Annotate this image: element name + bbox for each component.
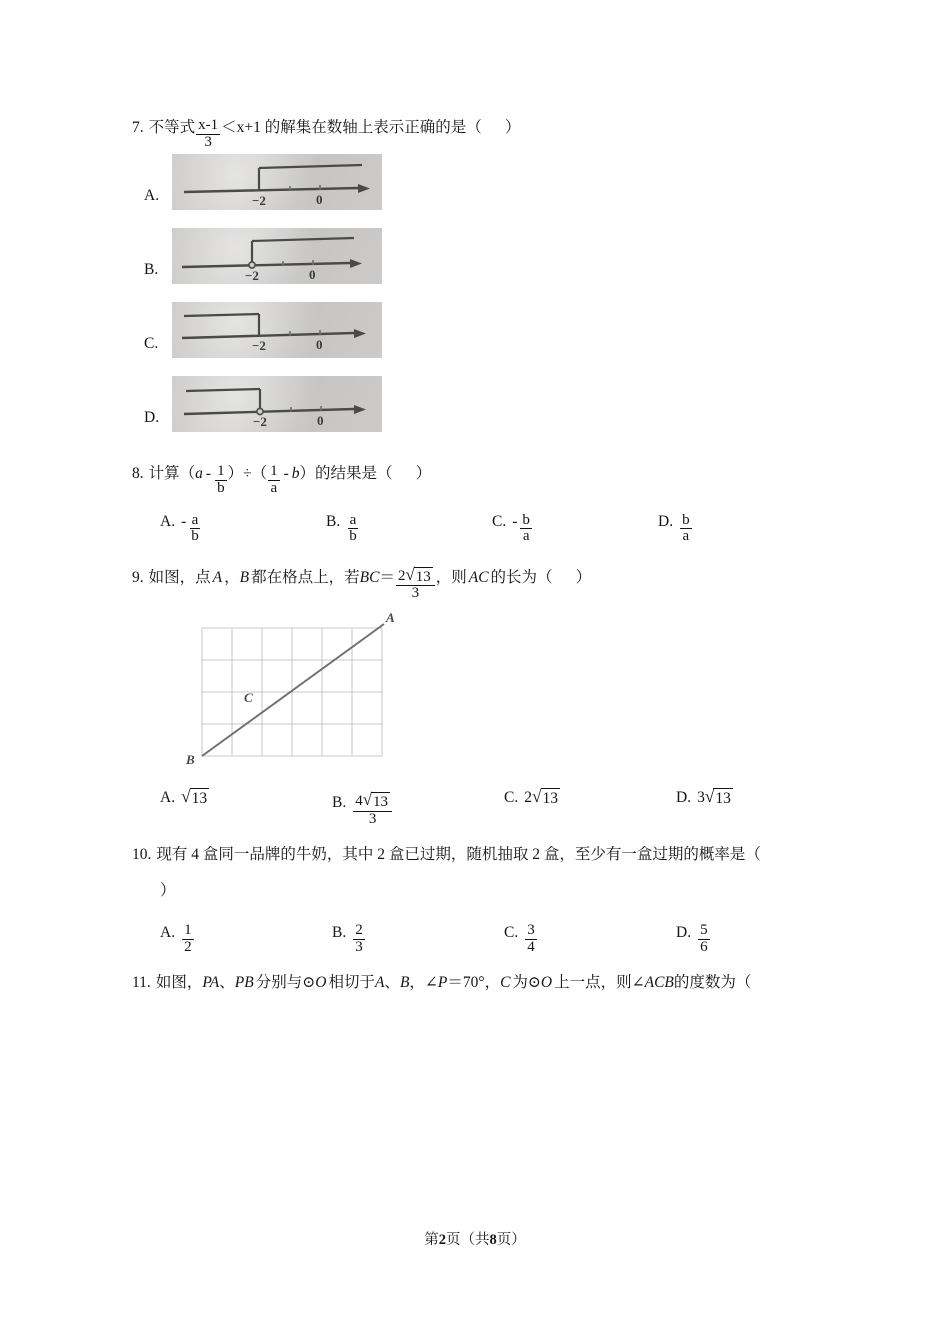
question-8-stem-p2: ）÷（ xyxy=(227,465,268,483)
question-9-figure xyxy=(172,610,832,776)
footer-middle: 页（共 xyxy=(446,1232,490,1248)
choice-label-a: A. xyxy=(160,924,176,942)
fraction-denominator: 6 xyxy=(700,938,708,955)
radical-sign: √ xyxy=(531,787,542,807)
choice-a-fraction xyxy=(182,923,194,955)
fraction-numerator: 1 xyxy=(184,922,192,939)
question-11-point-c: C xyxy=(500,974,511,992)
question-11-angle-p: P xyxy=(437,974,448,992)
question-11-stem xyxy=(132,971,832,995)
question-10-stem-line-2: ） xyxy=(160,881,176,899)
choice-c-fraction xyxy=(520,513,532,545)
question-9-stem-p2: 都在格点上，若 xyxy=(251,568,360,586)
question-8-choices xyxy=(132,506,832,544)
radical-sign: √ xyxy=(405,564,415,584)
question-10-stem-continued xyxy=(132,879,832,903)
numberline-image-d xyxy=(172,376,382,432)
footer-prefix: 第 xyxy=(424,1232,439,1248)
question-9-segment-ac: AC xyxy=(468,568,489,586)
question-9-stem-p1: 如图，点 xyxy=(148,568,211,586)
question-9-choice-d xyxy=(676,786,733,810)
radicand: 13 xyxy=(542,790,558,808)
question-10-stem xyxy=(132,843,832,867)
choice-label-a: A. xyxy=(160,788,176,806)
question-7-fraction xyxy=(196,118,220,150)
question-10-stem-line-1: 现有 4 盒同一品牌的牛奶，其中 2 盒已过期，随机抽取 2 盒，至少有一盒过期的概率是（ xyxy=(156,845,761,863)
question-8-fraction-2 xyxy=(268,464,280,496)
fraction-numerator: 5 xyxy=(700,922,708,939)
question-9-equals: ＝ xyxy=(379,568,395,586)
question-9-point-a: A xyxy=(212,568,223,586)
choice-d-fraction xyxy=(680,513,692,545)
question-9-bc-value xyxy=(396,564,435,602)
question-11-stem-p4: ，∠ xyxy=(409,974,438,992)
fraction-numerator: 2 xyxy=(355,922,363,939)
fraction-denominator: 2 xyxy=(184,938,192,955)
choice-d-fraction xyxy=(698,923,710,955)
question-8-var-a: a xyxy=(195,465,203,483)
svg-text:B: B xyxy=(186,751,195,767)
question-8-minus-1: - xyxy=(205,465,212,483)
fraction-denominator: a xyxy=(522,527,530,544)
footer-page-number: 2 xyxy=(438,1232,446,1248)
question-11-stem-p6: 为⊙ xyxy=(512,974,541,992)
question-8-choice-a xyxy=(160,506,326,544)
choice-b-fraction xyxy=(353,789,392,827)
question-8-number: 8. xyxy=(132,465,144,483)
question-11-circle-o: O xyxy=(315,974,327,992)
fraction-denominator: 3 xyxy=(204,133,212,150)
question-9-stem xyxy=(132,560,832,602)
question-8-minus-2: - xyxy=(283,465,289,483)
question-10 xyxy=(132,843,832,955)
fraction-numerator xyxy=(353,789,392,812)
fraction-denominator: b xyxy=(217,479,225,496)
question-11-stem-p7: 上一点，则∠ xyxy=(554,974,645,992)
fraction-denominator: 3 xyxy=(368,810,377,827)
radical-sign: √ xyxy=(362,789,372,809)
question-7 xyxy=(132,112,832,432)
svg-text:0: 0 xyxy=(316,192,323,208)
choice-c-sign: - xyxy=(512,513,518,531)
question-11-stem-p3: 相切于 xyxy=(328,974,375,992)
question-8-choice-b xyxy=(326,506,492,544)
question-9-stem-p3: 的长为（ ） xyxy=(490,568,592,586)
svg-text:A: A xyxy=(386,609,395,625)
numberline-image-a xyxy=(172,154,382,210)
question-9-choices xyxy=(132,786,832,827)
radicand: 13 xyxy=(715,790,731,808)
question-7-choice-b xyxy=(132,228,832,284)
question-8-stem-p3: ）的结果是（ ） xyxy=(299,465,432,483)
question-11-line-pb: PB xyxy=(234,974,254,992)
fraction-numerator: 1 xyxy=(217,463,225,480)
choice-label-a: A. xyxy=(144,187,160,205)
question-10-choice-c xyxy=(504,917,676,955)
choice-b-fraction xyxy=(353,923,365,955)
radicand: 13 xyxy=(415,568,431,585)
question-11-number: 11. xyxy=(132,974,151,992)
choice-label-b: B. xyxy=(326,513,341,531)
question-11-dot-2: 、 xyxy=(384,974,400,992)
choice-label-b: B. xyxy=(144,261,159,279)
question-10-choice-d xyxy=(676,917,711,955)
question-8-fraction-1 xyxy=(215,464,227,496)
question-8-choice-c xyxy=(492,506,658,544)
fraction-numerator: a xyxy=(349,511,357,528)
question-10-choice-a xyxy=(160,917,332,955)
sqrt-icon xyxy=(181,788,209,807)
fraction-numerator: 3 xyxy=(527,922,535,939)
sqrt-icon xyxy=(362,789,390,811)
choice-label-d: D. xyxy=(676,788,692,806)
choice-c-fraction xyxy=(525,923,537,955)
bc-coefficient: 2 xyxy=(397,567,406,584)
question-8-choice-d xyxy=(658,506,693,544)
question-11-angle-acb: ACB xyxy=(644,974,674,992)
question-7-choice-c xyxy=(132,302,832,358)
question-11 xyxy=(132,971,832,995)
svg-text:−2: −2 xyxy=(245,268,259,284)
choice-b-coefficient: 4 xyxy=(355,792,363,809)
question-9-number: 9. xyxy=(132,568,144,586)
question-9-segment-bc: BC xyxy=(359,568,380,586)
question-8 xyxy=(132,458,832,544)
choice-label-b: B. xyxy=(332,794,347,812)
question-11-stem-p8: 的度数为（ xyxy=(673,974,752,992)
question-9-comma-2: ，则 xyxy=(435,568,467,586)
question-7-number: 7. xyxy=(132,119,144,137)
question-9-choice-b xyxy=(332,786,504,827)
fraction-numerator: a xyxy=(191,511,199,528)
question-7-stem xyxy=(132,112,832,150)
fraction-denominator: b xyxy=(191,527,199,544)
fraction-denominator: a xyxy=(682,527,690,544)
choice-a-fraction xyxy=(189,513,201,545)
sqrt-icon xyxy=(532,788,560,807)
choice-label-c: C. xyxy=(504,788,519,806)
radical-sign: √ xyxy=(704,787,715,807)
fraction-denominator: a xyxy=(270,479,278,496)
question-10-choices xyxy=(132,917,832,955)
svg-text:−2: −2 xyxy=(252,193,266,209)
radicand: 13 xyxy=(372,793,388,810)
svg-text:−2: −2 xyxy=(252,338,266,354)
question-9-choice-a xyxy=(160,786,332,810)
radicand: 13 xyxy=(191,790,208,808)
question-8-var-b: b xyxy=(291,465,300,483)
question-10-choice-b xyxy=(332,917,504,955)
question-9-point-b: B xyxy=(239,568,250,586)
question-11-dot-1: 、 xyxy=(219,974,235,992)
fraction-numerator xyxy=(396,564,435,587)
choice-label-c: C. xyxy=(504,924,519,942)
question-11-stem-p2: 分别与⊙ xyxy=(255,974,316,992)
fraction-denominator: 3 xyxy=(355,938,363,955)
choice-d-coefficient: 3 xyxy=(697,788,705,806)
choice-label-a: A. xyxy=(160,513,176,531)
svg-text:0: 0 xyxy=(309,267,316,283)
question-11-stem-p5: ＝70°， xyxy=(447,974,501,992)
footer-suffix: 页） xyxy=(496,1232,526,1248)
fraction-numerator: b xyxy=(522,511,530,528)
question-7-choice-a xyxy=(132,154,832,210)
question-10-number: 10. xyxy=(132,845,152,863)
radical-sign: √ xyxy=(181,787,191,807)
question-7-stem-after: ＜x+1 的解集在数轴上表示正确的是（ ） xyxy=(221,119,521,137)
choice-label-d: D. xyxy=(658,513,674,531)
fraction-denominator: b xyxy=(349,527,357,544)
sqrt-icon xyxy=(405,564,432,586)
choice-label-d: D. xyxy=(676,924,692,942)
question-9-choice-c xyxy=(504,786,676,810)
fraction-numerator: b xyxy=(682,511,690,528)
question-11-point-a: A xyxy=(374,974,385,992)
svg-text:0: 0 xyxy=(316,337,323,353)
page-content xyxy=(132,112,832,995)
question-8-stem-p1: 计算（ xyxy=(148,465,196,483)
choice-label-c: C. xyxy=(144,335,159,353)
question-9 xyxy=(132,560,832,827)
fraction-numerator: x-1 xyxy=(198,117,219,134)
numberline-image-c xyxy=(172,302,382,358)
question-8-stem xyxy=(132,458,832,496)
choice-label-d: D. xyxy=(144,409,160,427)
choice-a-sign: - xyxy=(181,513,187,531)
question-11-point-b: B xyxy=(399,974,410,992)
question-11-circle-o-2: O xyxy=(540,974,553,992)
choice-b-fraction xyxy=(347,513,359,545)
choice-label-b: B. xyxy=(332,924,347,942)
question-11-line-pa: PA xyxy=(202,974,220,992)
sqrt-icon xyxy=(705,788,733,807)
question-9-comma-1: ， xyxy=(224,568,240,586)
numberline-image-b xyxy=(172,228,382,284)
choice-c-coefficient: 2 xyxy=(524,788,532,806)
choice-label-c: C. xyxy=(492,513,507,531)
footer-total-pages: 8 xyxy=(489,1232,497,1248)
svg-text:0: 0 xyxy=(317,413,324,429)
question-7-stem-before: 不等式 xyxy=(148,119,196,137)
question-7-choice-d xyxy=(132,376,832,432)
svg-text:C: C xyxy=(244,689,253,705)
page-footer xyxy=(0,1228,950,1249)
fraction-denominator: 4 xyxy=(527,938,535,955)
svg-text:−2: −2 xyxy=(253,414,267,430)
question-11-stem-p1: 如图， xyxy=(155,974,203,992)
fraction-numerator: 1 xyxy=(270,463,278,480)
fraction-denominator: 3 xyxy=(411,585,420,602)
